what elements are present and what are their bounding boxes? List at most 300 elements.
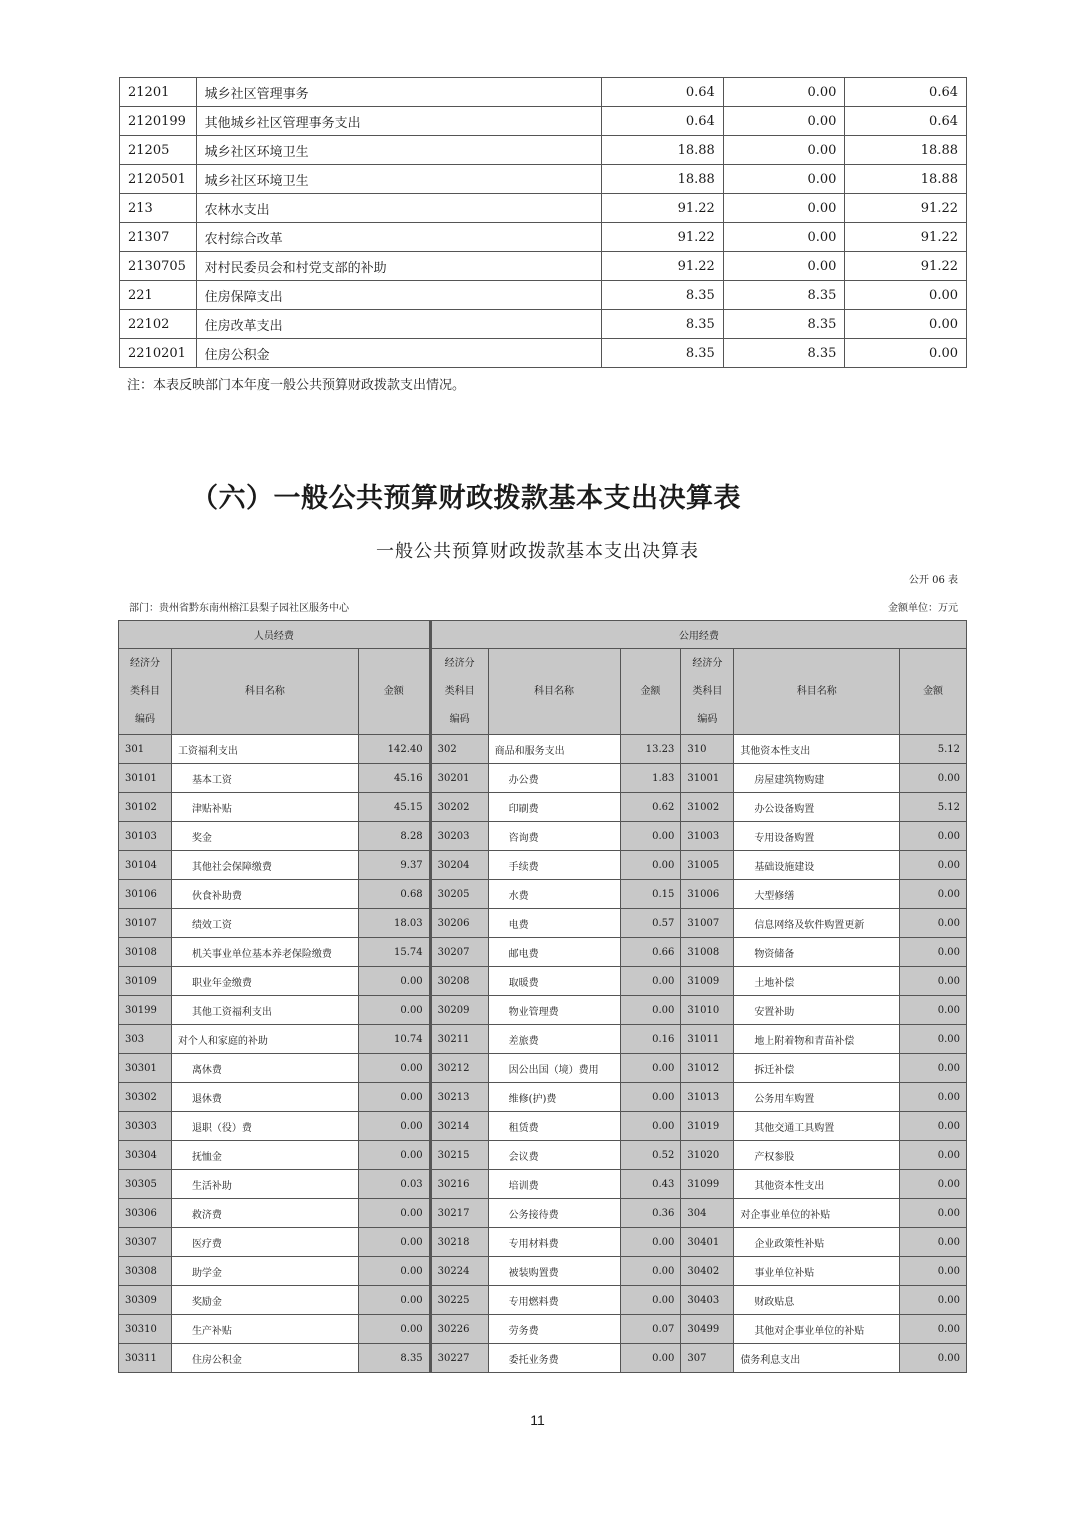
row-amount-basic: 0.00 [723,165,845,194]
cell-amount: 15.74 [358,938,430,967]
cell-code: 31099 [681,1170,734,1199]
cell-amount: 0.03 [358,1170,430,1199]
table-row [119,1344,967,1373]
cell-name: 拆迁补偿 [734,1054,900,1083]
row-amount-total: 18.88 [602,165,724,194]
table-row [119,1315,967,1344]
table-row [120,78,967,107]
cell-name: 物资储备 [734,938,900,967]
cell-amount: 0.00 [620,1286,681,1315]
table-row [119,1199,967,1228]
cell-amount: 0.43 [620,1170,681,1199]
cell-code: 30216 [430,1170,488,1199]
cell-code: 310 [681,735,734,764]
row-amount-basic: 8.35 [723,281,845,310]
cell-amount: 0.00 [358,1286,430,1315]
cell-amount: 0.00 [620,851,681,880]
cell-name: 基础设施建设 [734,851,900,880]
cell-amount: 13.23 [620,735,681,764]
header-code-line: 编码 [697,713,718,725]
cell-name: 专用材料费 [488,1228,620,1257]
cell-amount: 0.00 [620,1228,681,1257]
row-code: 21205 [120,136,197,165]
cell-code: 30204 [430,851,488,880]
table-row [119,1054,967,1083]
table-row [119,909,967,938]
cell-amount: 0.00 [620,967,681,996]
cell-amount: 0.00 [900,1141,967,1170]
cell-amount: 0.00 [900,1286,967,1315]
cell-name: 退职（役）费 [171,1112,358,1141]
cell-name: 产权参股 [734,1141,900,1170]
unit-label: 金额单位：万元 [888,603,958,614]
cell-code: 30306 [119,1199,172,1228]
table-row [119,1112,967,1141]
cell-code: 30403 [681,1286,734,1315]
cell-name: 劳务费 [488,1315,620,1344]
cell-name: 因公出国（境）费用 [488,1054,620,1083]
group-header-row [119,621,967,649]
row-name: 农村综合改革 [196,223,602,252]
cell-amount: 0.00 [900,822,967,851]
cell-code: 30302 [119,1083,172,1112]
cell-name: 离休费 [171,1054,358,1083]
cell-code: 30309 [119,1286,172,1315]
cell-amount: 0.62 [620,793,681,822]
row-amount-total: 8.35 [602,281,724,310]
cell-amount: 9.37 [358,851,430,880]
cell-amount: 0.00 [358,967,430,996]
cell-amount: 0.00 [620,1083,681,1112]
row-amount-basic: 0.00 [723,223,845,252]
cell-name: 助学金 [171,1257,358,1286]
table-row [119,793,967,822]
cell-code: 30225 [430,1286,488,1315]
cell-amount: 0.36 [620,1199,681,1228]
cell-code: 30103 [119,822,172,851]
cell-amount: 45.15 [358,793,430,822]
row-name: 城乡社区管理事务 [196,78,602,107]
table-row [120,165,967,194]
table-row [119,1228,967,1257]
cell-amount: 0.00 [358,1141,430,1170]
table-row [119,1286,967,1315]
row-code: 21201 [120,78,197,107]
cell-amount: 1.83 [620,764,681,793]
table-number: 公开 06 表 [908,575,958,586]
cell-amount: 0.52 [620,1141,681,1170]
cell-code: 30208 [430,967,488,996]
cell-name: 财政贴息 [734,1286,900,1315]
row-code: 22102 [120,310,197,339]
department-label: 部门：贵州省黔东南州榕江县梨子园社区服务中心 [129,603,349,614]
cell-name: 其他社会保障缴费 [171,851,358,880]
cell-code: 30224 [430,1257,488,1286]
cell-name: 基本工资 [171,764,358,793]
cell-amount: 0.00 [900,996,967,1025]
row-amount-total: 8.35 [602,339,724,368]
cell-amount: 0.57 [620,909,681,938]
header-name: 科目名称 [488,649,620,735]
row-amount-total: 8.35 [602,310,724,339]
cell-code: 30211 [430,1025,488,1054]
cell-amount: 5.12 [900,793,967,822]
cell-code: 302 [430,735,488,764]
header-amount: 金额 [620,649,681,735]
row-code: 2120199 [120,107,197,136]
header-code-line: 类科目 [444,685,475,697]
cell-code: 31011 [681,1025,734,1054]
cell-code: 31020 [681,1141,734,1170]
table-row [119,1141,967,1170]
row-name: 城乡社区环境卫生 [196,165,602,194]
cell-amount: 0.00 [358,996,430,1025]
cell-name: 专用设备购置 [734,822,900,851]
cell-code: 31010 [681,996,734,1025]
top-expenditure-table [119,77,967,368]
cell-code: 31009 [681,967,734,996]
table-row [119,851,967,880]
cell-name: 公务用车购置 [734,1083,900,1112]
cell-name: 其他工资福利支出 [171,996,358,1025]
cell-amount: 8.35 [358,1344,430,1373]
cell-amount: 0.15 [620,880,681,909]
cell-name: 取暖费 [488,967,620,996]
cell-name: 手续费 [488,851,620,880]
cell-amount: 0.00 [900,1112,967,1141]
cell-name: 绩效工资 [171,909,358,938]
header-code [430,649,488,735]
cell-name: 印刷费 [488,793,620,822]
cell-code: 31005 [681,851,734,880]
cell-code: 30108 [119,938,172,967]
cell-code: 31012 [681,1054,734,1083]
cell-amount: 0.00 [900,764,967,793]
cell-amount: 0.00 [900,1344,967,1373]
cell-code: 30213 [430,1083,488,1112]
cell-name: 其他资本性支出 [734,735,900,764]
cell-amount: 0.00 [620,1054,681,1083]
row-name: 住房公积金 [196,339,602,368]
table-row [120,223,967,252]
group-public: 公用经费 [430,621,966,649]
table-row [120,252,967,281]
cell-code: 31001 [681,764,734,793]
cell-name: 企业政策性补贴 [734,1228,900,1257]
cell-amount: 0.00 [900,909,967,938]
table-row [119,1083,967,1112]
table-row [120,136,967,165]
header-name: 科目名称 [734,649,900,735]
header-amount: 金额 [358,649,430,735]
row-name: 其他城乡社区管理事务支出 [196,107,602,136]
cell-name: 医疗费 [171,1228,358,1257]
row-amount-basic: 8.35 [723,310,845,339]
cell-name: 土地补偿 [734,967,900,996]
cell-amount: 0.00 [358,1315,430,1344]
cell-code: 30207 [430,938,488,967]
row-name: 城乡社区环境卫生 [196,136,602,165]
cell-name: 差旅费 [488,1025,620,1054]
cell-amount: 0.00 [358,1199,430,1228]
cell-code: 31002 [681,793,734,822]
cell-code: 30209 [430,996,488,1025]
cell-code: 30214 [430,1112,488,1141]
table-row [119,735,967,764]
cell-code: 30212 [430,1054,488,1083]
row-name: 对村民委员会和村党支部的补助 [196,252,602,281]
cell-name: 生产补贴 [171,1315,358,1344]
cell-amount: 0.00 [620,1257,681,1286]
table-row [119,822,967,851]
cell-name: 抚恤金 [171,1141,358,1170]
row-code: 221 [120,281,197,310]
cell-amount: 0.00 [900,1170,967,1199]
cell-code: 30499 [681,1315,734,1344]
cell-code: 31013 [681,1083,734,1112]
table-row [119,1257,967,1286]
cell-name: 咨询费 [488,822,620,851]
header-name: 科目名称 [171,649,358,735]
cell-amount: 0.00 [620,1344,681,1373]
cell-name: 其他资本性支出 [734,1170,900,1199]
cell-name: 对企事业单位的补贴 [734,1199,900,1228]
table-row [120,107,967,136]
cell-name: 电费 [488,909,620,938]
cell-name: 伙食补助费 [171,880,358,909]
row-amount-project: 91.22 [845,223,967,252]
cell-code: 307 [681,1344,734,1373]
cell-name: 住房公积金 [171,1344,358,1373]
cell-name: 债务利息支出 [734,1344,900,1373]
row-name: 住房改革支出 [196,310,602,339]
row-name: 农林水支出 [196,194,602,223]
cell-code: 30205 [430,880,488,909]
row-amount-basic: 0.00 [723,136,845,165]
cell-name: 会议费 [488,1141,620,1170]
row-amount-project: 0.64 [845,78,967,107]
cell-name: 商品和服务支出 [488,735,620,764]
cell-name: 物业管理费 [488,996,620,1025]
cell-name: 地上附着物和青苗补偿 [734,1025,900,1054]
cell-name: 救济费 [171,1199,358,1228]
cell-code: 30301 [119,1054,172,1083]
header-code-line: 类科目 [129,685,160,697]
row-code: 2210201 [120,339,197,368]
header-code-line: 经济分 [692,657,723,669]
row-amount-total: 91.22 [602,194,724,223]
cell-code: 30109 [119,967,172,996]
cell-code: 30226 [430,1315,488,1344]
cell-amount: 0.00 [900,1025,967,1054]
cell-code: 30107 [119,909,172,938]
cell-name: 专用燃料费 [488,1286,620,1315]
table-row [120,281,967,310]
table-row [119,996,967,1025]
cell-amount: 0.00 [900,938,967,967]
cell-name: 机关事业单位基本养老保险缴费 [171,938,358,967]
row-amount-project: 0.00 [845,310,967,339]
cell-code: 30218 [430,1228,488,1257]
cell-code: 303 [119,1025,172,1054]
cell-code: 30304 [119,1141,172,1170]
cell-name: 事业单位补贴 [734,1257,900,1286]
row-amount-project: 18.88 [845,136,967,165]
cell-amount: 0.00 [620,1112,681,1141]
row-amount-project: 0.00 [845,281,967,310]
cell-name: 信息网络及软件购置更新 [734,909,900,938]
table-row [119,938,967,967]
header-code [681,649,734,735]
cell-code: 30307 [119,1228,172,1257]
cell-code: 30101 [119,764,172,793]
cell-code: 30106 [119,880,172,909]
cell-name: 公务接待费 [488,1199,620,1228]
cell-code: 30201 [430,764,488,793]
cell-code: 30303 [119,1112,172,1141]
cell-code: 31008 [681,938,734,967]
table-title: 一般公共预算财政拨款基本支出决算表 [376,541,699,562]
cell-name: 委托业务费 [488,1344,620,1373]
table-row [119,967,967,996]
cell-name: 培训费 [488,1170,620,1199]
cell-name: 房屋建筑物购建 [734,764,900,793]
cell-code: 304 [681,1199,734,1228]
cell-amount: 0.00 [358,1112,430,1141]
row-amount-total: 0.64 [602,78,724,107]
cell-name: 被装购置费 [488,1257,620,1286]
cell-code: 30402 [681,1257,734,1286]
cell-amount: 0.00 [900,880,967,909]
row-amount-total: 91.22 [602,252,724,281]
cell-amount: 0.16 [620,1025,681,1054]
cell-code: 30206 [430,909,488,938]
header-code-line: 编码 [449,713,470,725]
row-code: 213 [120,194,197,223]
header-code [119,649,172,735]
row-code: 2120501 [120,165,197,194]
table-row [120,310,967,339]
cell-amount: 0.00 [358,1054,430,1083]
cell-amount: 0.00 [900,967,967,996]
cell-code: 30305 [119,1170,172,1199]
page-number: 11 [530,1412,545,1428]
cell-amount: 0.00 [900,1257,967,1286]
cell-name: 维修(护)费 [488,1083,620,1112]
cell-name: 租赁费 [488,1112,620,1141]
cell-amount: 0.00 [900,1054,967,1083]
cell-name: 工资福利支出 [171,735,358,764]
header-code-line: 编码 [134,713,155,725]
cell-amount: 0.00 [358,1257,430,1286]
cell-amount: 0.00 [900,1228,967,1257]
cell-amount: 0.00 [900,1315,967,1344]
row-code: 2130705 [120,252,197,281]
row-code: 21307 [120,223,197,252]
row-amount-basic: 0.00 [723,194,845,223]
cell-name: 大型修缮 [734,880,900,909]
cell-name: 职业年金缴费 [171,967,358,996]
cell-code: 30217 [430,1199,488,1228]
header-code-line: 经济分 [129,657,160,669]
cell-code: 30215 [430,1141,488,1170]
header-code-line: 类科目 [692,685,723,697]
cell-amount: 5.12 [900,735,967,764]
cell-name: 生活补助 [171,1170,358,1199]
cell-amount: 18.03 [358,909,430,938]
cell-amount: 10.74 [358,1025,430,1054]
cell-amount: 0.00 [358,1228,430,1257]
cell-code: 30102 [119,793,172,822]
cell-code: 30227 [430,1344,488,1373]
cell-amount: 0.00 [620,822,681,851]
row-name: 住房保障支出 [196,281,602,310]
row-amount-total: 18.88 [602,136,724,165]
row-amount-project: 0.64 [845,107,967,136]
cell-name: 其他对企事业单位的补贴 [734,1315,900,1344]
row-amount-project: 18.88 [845,165,967,194]
cell-name: 水费 [488,880,620,909]
cell-name: 退休费 [171,1083,358,1112]
table-row [119,764,967,793]
row-amount-basic: 0.00 [723,252,845,281]
table-row [119,880,967,909]
cell-code: 30310 [119,1315,172,1344]
cell-amount: 0.00 [358,1083,430,1112]
cell-amount: 8.28 [358,822,430,851]
cell-name: 办公设备购置 [734,793,900,822]
row-amount-total: 0.64 [602,107,724,136]
row-amount-project: 91.22 [845,194,967,223]
cell-amount: 0.00 [620,996,681,1025]
cell-code: 31007 [681,909,734,938]
cell-code: 30203 [430,822,488,851]
cell-name: 奖金 [171,822,358,851]
cell-name: 对个人和家庭的补助 [171,1025,358,1054]
table-row [119,1170,967,1199]
table-row [120,339,967,368]
section-heading: （六）一般公共预算财政拨款基本支出决算表 [191,483,741,514]
cell-amount: 0.66 [620,938,681,967]
row-amount-basic: 0.00 [723,78,845,107]
cell-name: 邮电费 [488,938,620,967]
cell-code: 30401 [681,1228,734,1257]
header-code-line: 经济分 [444,657,475,669]
cell-code: 31019 [681,1112,734,1141]
row-amount-basic: 0.00 [723,107,845,136]
basic-expenditure-table [118,620,967,1373]
group-personnel: 人员经费 [119,621,431,649]
cell-code: 30311 [119,1344,172,1373]
table-note: 注：本表反映部门本年度一般公共预算财政拨款支出情况。 [127,378,466,393]
cell-amount: 0.00 [900,851,967,880]
cell-code: 30308 [119,1257,172,1286]
cell-name: 办公费 [488,764,620,793]
cell-name: 津贴补贴 [171,793,358,822]
cell-name: 其他交通工具购置 [734,1112,900,1141]
cell-amount: 0.00 [900,1199,967,1228]
cell-code: 31006 [681,880,734,909]
cell-amount: 142.40 [358,735,430,764]
row-amount-project: 91.22 [845,252,967,281]
cell-amount: 0.00 [900,1083,967,1112]
table-row [120,194,967,223]
cell-amount: 0.07 [620,1315,681,1344]
table-row [119,1025,967,1054]
cell-amount: 45.16 [358,764,430,793]
cell-amount: 0.68 [358,880,430,909]
row-amount-project: 0.00 [845,339,967,368]
